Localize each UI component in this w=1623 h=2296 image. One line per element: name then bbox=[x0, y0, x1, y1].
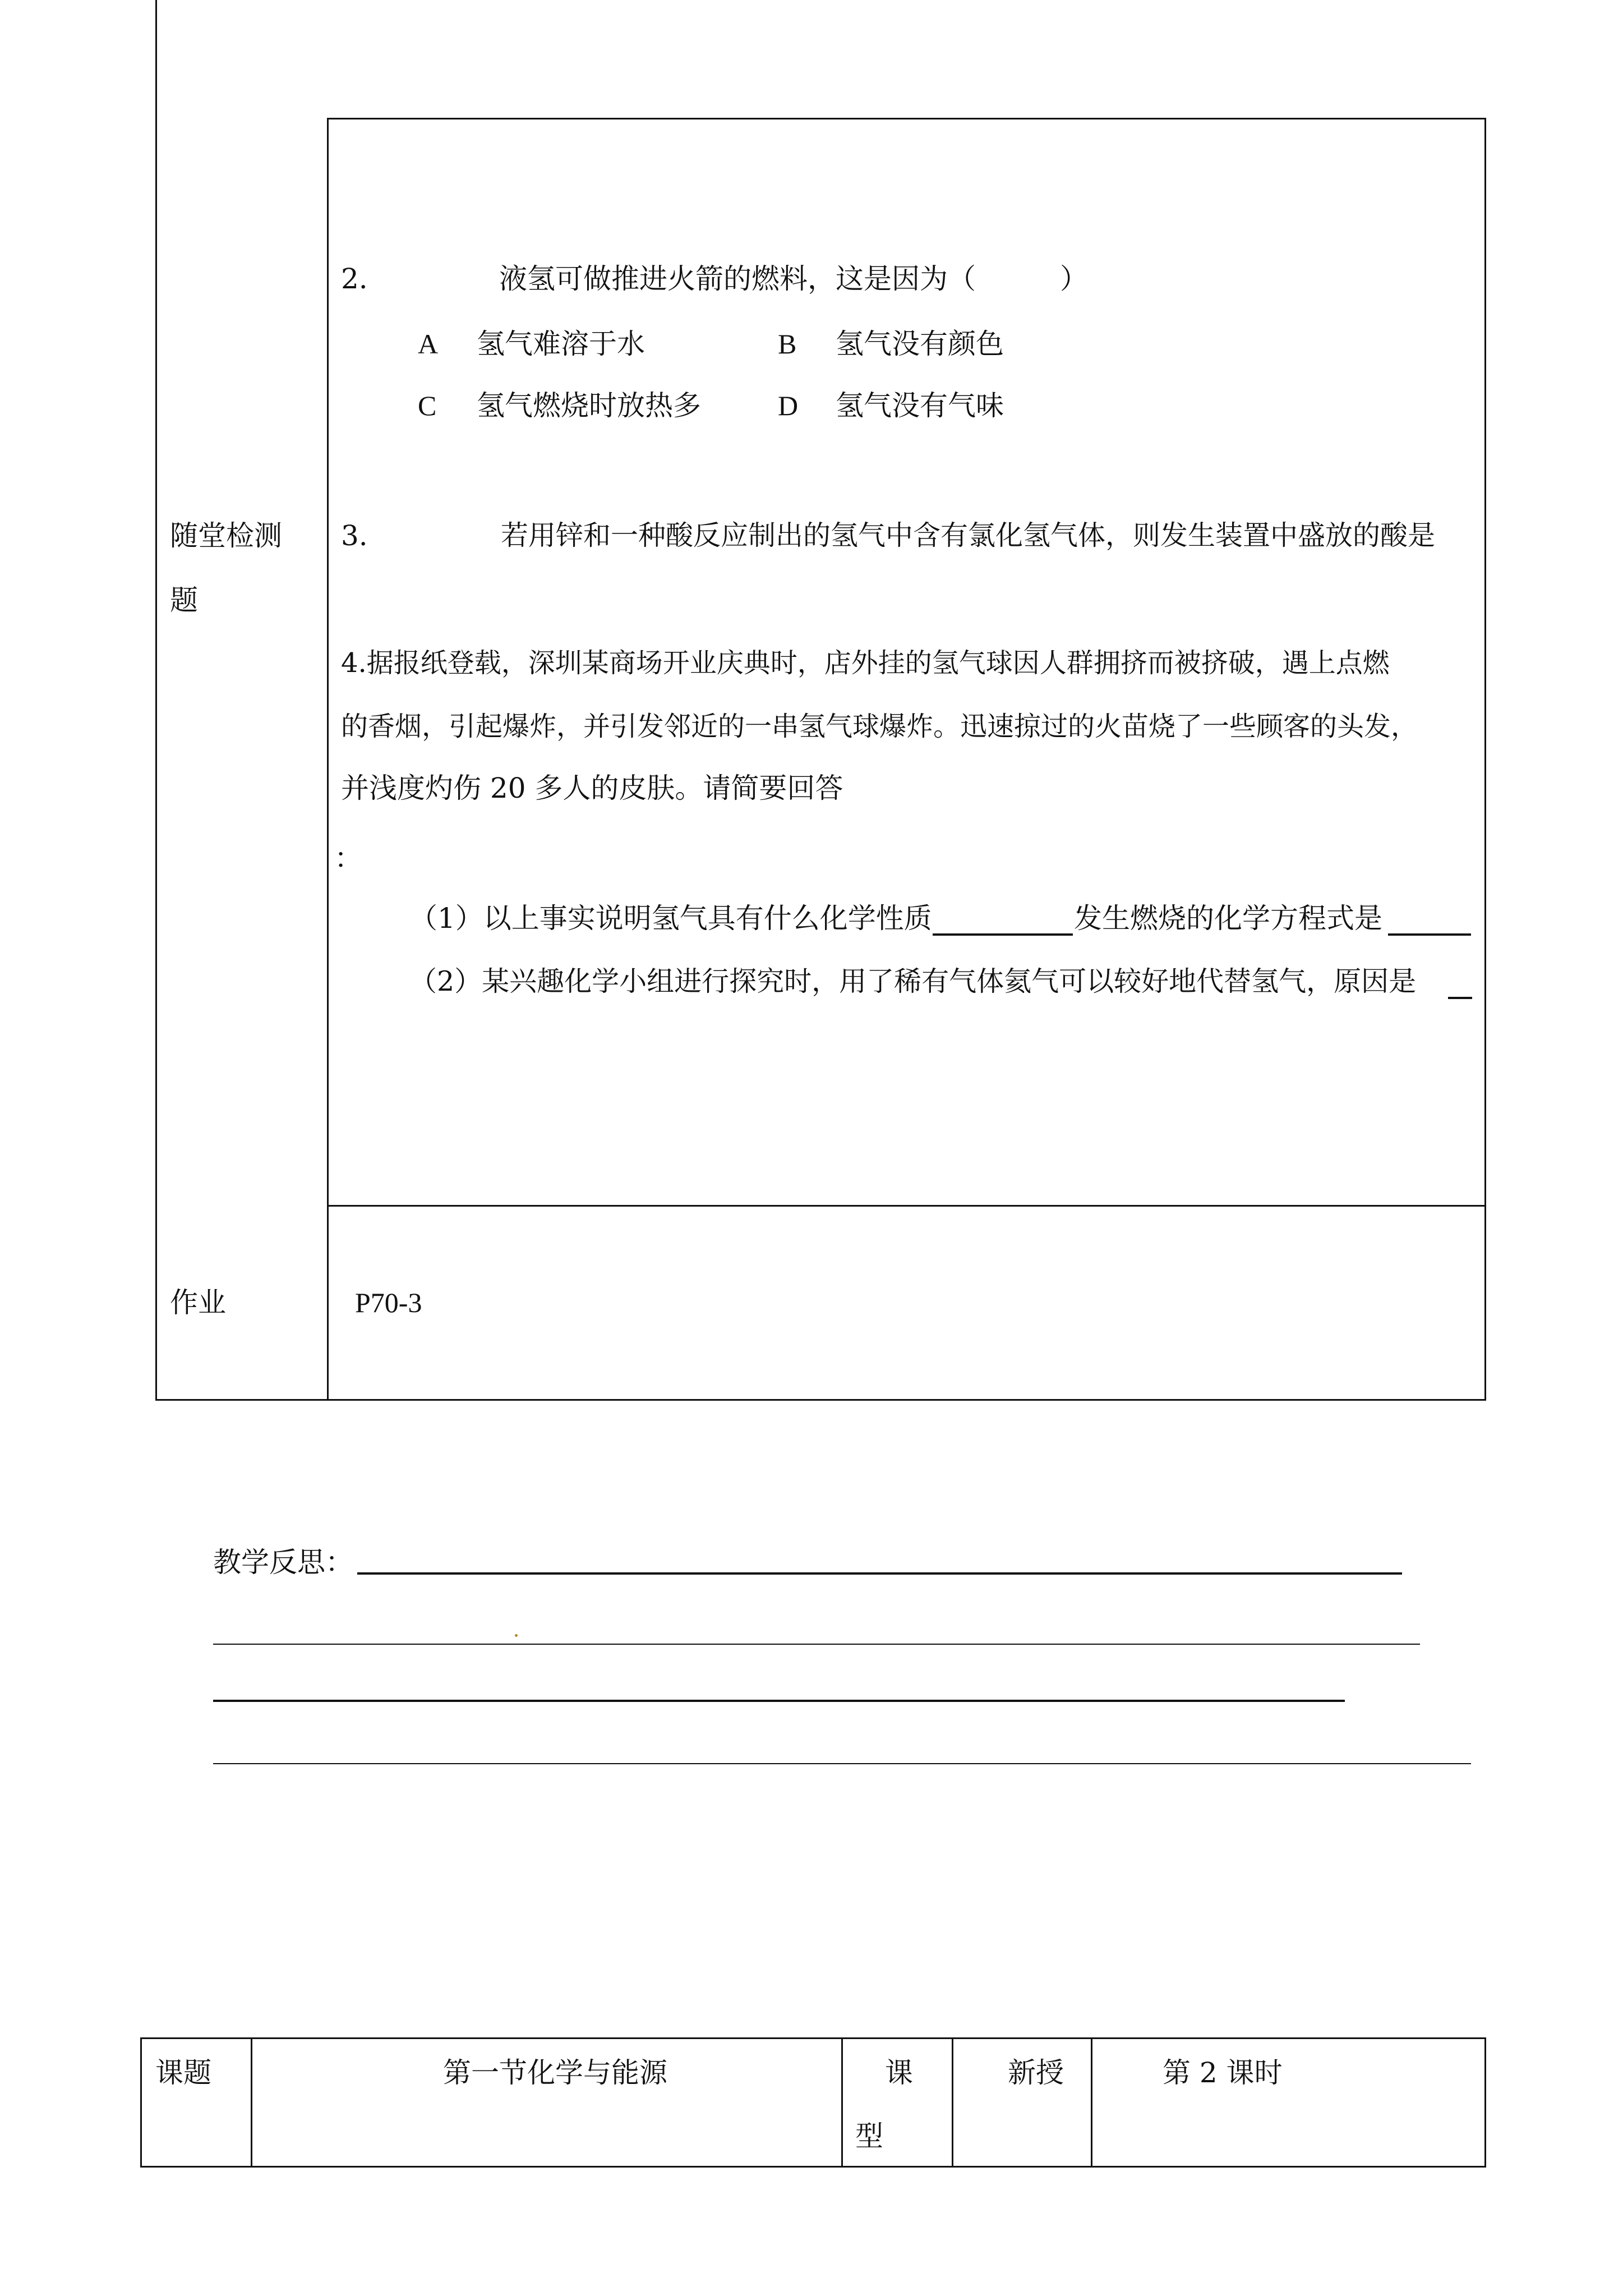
table-bottom-border bbox=[155, 1399, 1486, 1401]
q4-sub1-blank-2[interactable] bbox=[1388, 908, 1471, 936]
q4-sub2-prompt: （2）某兴趣化学小组进行探究时，用了稀有气体氦气可以较好地代替氢气，原因是 bbox=[409, 965, 1417, 997]
q3-stem: 若用锌和一种酸反应制出的氢气中含有氯化氢气体，则发生装置中盛放的酸是 bbox=[501, 519, 1436, 551]
table-right-border bbox=[1484, 118, 1486, 1401]
q3-number: 3. bbox=[341, 519, 368, 552]
lesson-right-border bbox=[1484, 2037, 1486, 2168]
lesson-type-value: 新授 bbox=[1008, 2056, 1064, 2089]
reflection-label: 教学反思： bbox=[213, 1546, 353, 1579]
reflection-line-1[interactable] bbox=[357, 1572, 1402, 1575]
q4-line3: 并浅度灼伤 20 多人的皮肤。请简要回答 bbox=[341, 772, 843, 804]
q2-option-b-letter: B bbox=[778, 328, 797, 360]
lesson-top-border bbox=[140, 2037, 1486, 2039]
table-top-border bbox=[327, 118, 1486, 119]
lesson-divider-3 bbox=[952, 2037, 953, 2168]
reflection-line-4[interactable] bbox=[213, 1763, 1471, 1764]
lesson-divider-1 bbox=[251, 2037, 252, 2168]
q2-option-a-text: 氢气难溶于水 bbox=[477, 328, 645, 360]
q4-sub2-blank[interactable] bbox=[1448, 971, 1472, 999]
lesson-bottom-border bbox=[140, 2166, 1486, 2168]
q2-option-d-text: 氢气没有气味 bbox=[836, 389, 1004, 422]
reflection-line-3[interactable] bbox=[213, 1700, 1345, 1702]
q2-stem: 液氢可做推进火箭的燃料，这是因为（ ） bbox=[499, 263, 1088, 295]
lesson-type-label-1: 课 bbox=[885, 2056, 913, 2089]
table-divider-vertical bbox=[327, 118, 329, 1401]
table-row-divider bbox=[327, 1205, 1486, 1207]
lesson-divider-4 bbox=[1091, 2037, 1092, 2168]
homework-label: 作业 bbox=[170, 1286, 226, 1319]
lesson-topic-value: 第一节化学与能源 bbox=[443, 2056, 667, 2089]
q4-line1: 4.据报纸登载，深圳某商场开业庆典时，店外挂的氢气球因人群拥挤而被挤破，遇上点燃 bbox=[341, 647, 1390, 679]
lesson-type-label-2: 型 bbox=[855, 2120, 883, 2152]
q2-option-b-text: 氢气没有颜色 bbox=[836, 328, 1004, 360]
q2-option-c-text: 氢气燃烧时放热多 bbox=[477, 389, 701, 422]
q4-sub1-prompt: （1）以上事实说明氢气具有什么化学性质 bbox=[409, 902, 932, 935]
q4-line2: 的香烟，引起爆炸，并引发邻近的一串氢气球爆炸。迅速掠过的火苗烧了一些顾客的头发， bbox=[341, 711, 1418, 742]
lesson-left-border bbox=[140, 2037, 142, 2168]
reflection-dot bbox=[515, 1634, 518, 1637]
q2-option-a-letter: A bbox=[418, 328, 439, 360]
reflection-line-2[interactable] bbox=[213, 1644, 1420, 1645]
q4-colon: ： bbox=[334, 842, 362, 875]
lesson-topic-label: 课题 bbox=[155, 2056, 211, 2089]
quiz-label-line2: 题 bbox=[170, 584, 198, 616]
quiz-label-line1: 随堂检测 bbox=[170, 519, 282, 552]
q4-sub1-equation-prompt: 发生燃烧的化学方程式是 bbox=[1074, 902, 1382, 935]
lesson-period: 第 2 课时 bbox=[1163, 2056, 1283, 2089]
q2-option-d-letter: D bbox=[778, 390, 799, 421]
q2-option-c-letter: C bbox=[418, 390, 437, 421]
q2-number: 2. bbox=[341, 263, 368, 295]
q4-sub1-blank-1[interactable] bbox=[933, 908, 1073, 936]
table-left-border bbox=[155, 0, 157, 1401]
lesson-divider-2 bbox=[841, 2037, 843, 2168]
homework-value: P70-3 bbox=[355, 1287, 422, 1318]
